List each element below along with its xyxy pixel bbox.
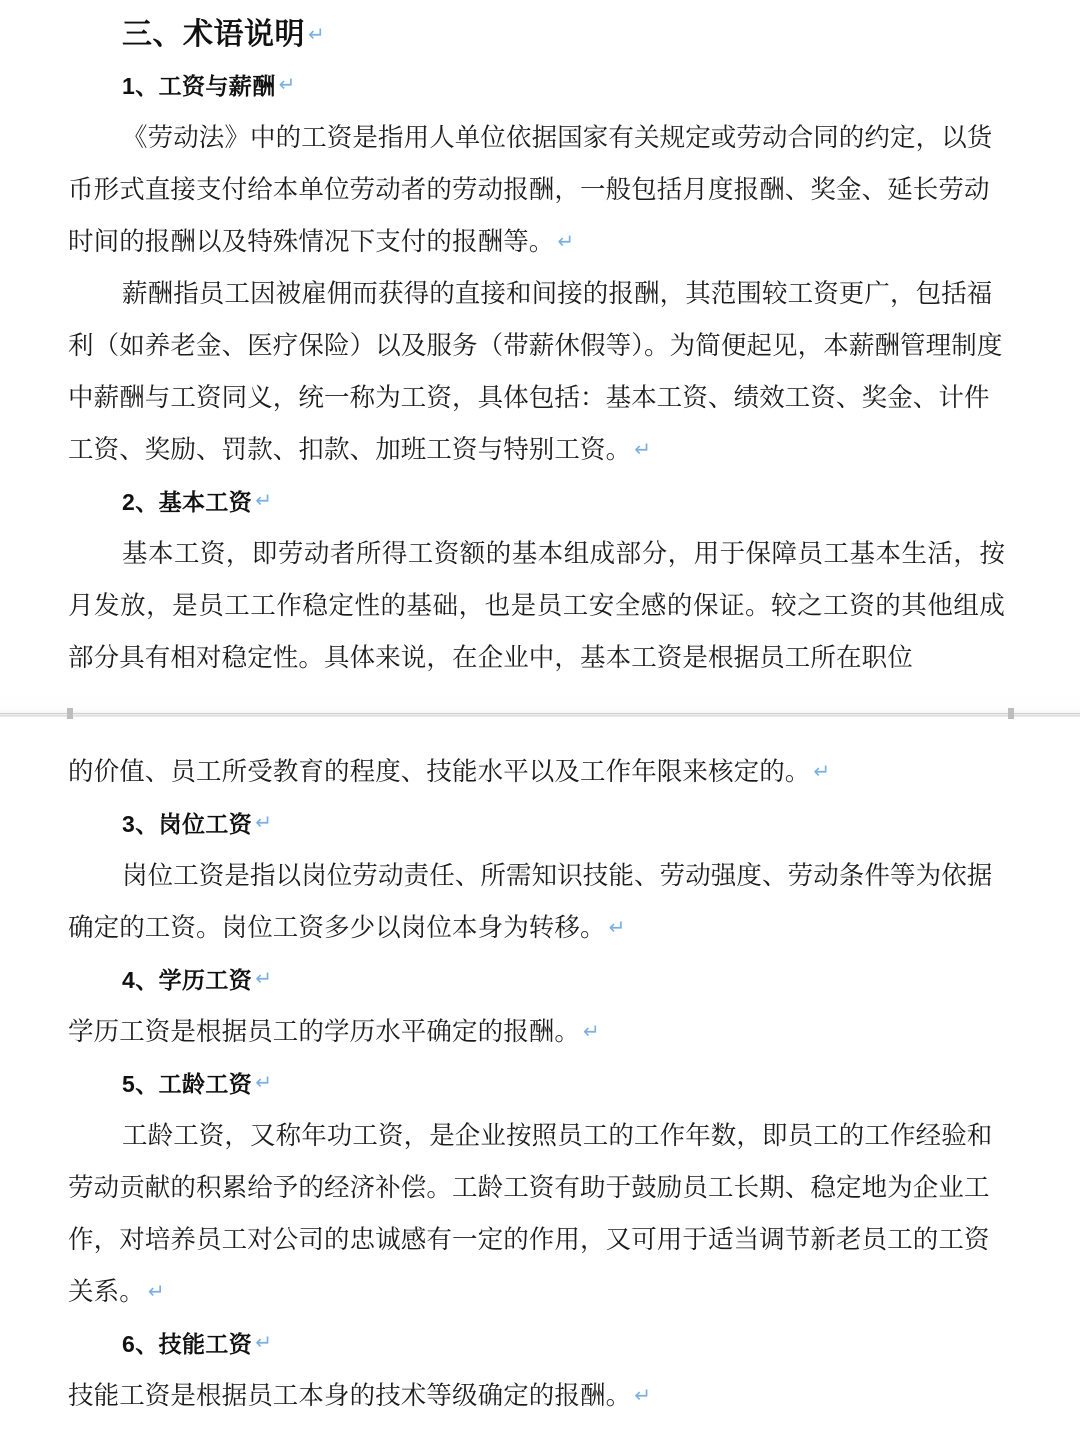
section-heading-6	[68, 1318, 1005, 1370]
return-mark-icon: ↵	[583, 1019, 600, 1043]
page-surface-2	[0, 724, 1080, 1432]
section-heading-5-text: 5、工龄工资	[122, 1071, 253, 1097]
paragraph-4-1	[68, 1006, 1005, 1058]
section-heading-6-text: 6、技能工资	[122, 1331, 253, 1357]
section-heading-5	[68, 1058, 1005, 1110]
return-mark-icon: ↵	[634, 1383, 651, 1407]
paragraph-text: 工龄工资，又称年功工资，是企业按照员工的工作年数，即员工的工作经验和劳动贡献的积累给予的经济补偿。工龄工资有助于鼓励员工长期、稳定地为企业工作，对培养员工对公司的忠诚感有一定的作用，又可用于适当调节新老员工的工资关系。	[68, 1121, 993, 1306]
paragraph-text: 《劳动法》中的工资是指用人单位依据国家有关规定或劳动合同的约定，以货币形式直接支付给本单位劳动者的劳动报酬，一般包括月度报酬、奖金、延长劳动时间的报酬以及特殊情况下支付的报酬等。	[68, 123, 993, 256]
return-mark-icon: ↵	[308, 22, 325, 46]
section-heading-4	[68, 954, 1005, 1006]
return-mark-icon: ↵	[634, 437, 651, 461]
paragraph-text: 学历工资是根据员工的学历水平确定的报酬。	[68, 1017, 581, 1046]
page-title-text: 三、术语说明	[122, 18, 305, 51]
section-heading-2-text: 2、基本工资	[122, 489, 253, 515]
return-mark-icon: ↵	[608, 915, 626, 939]
return-mark-icon: ↵	[813, 759, 831, 783]
paragraph-5-1	[68, 1110, 1005, 1318]
page-break-rule	[0, 713, 1080, 714]
return-mark-icon: ↵	[255, 1070, 272, 1094]
page-title	[68, 8, 1005, 60]
paragraph-1-1	[68, 112, 1005, 268]
section-heading-1	[68, 60, 1005, 112]
page-break-separator	[0, 692, 1080, 724]
margin-marker-right-icon	[1008, 708, 1014, 719]
paragraph-6-1	[68, 1370, 1005, 1422]
section-heading-2	[68, 476, 1005, 528]
paragraph-text: 基本工资，即劳动者所得工资额的基本组成部分，用于保障员工基本生活，按月发放，是员工工作稳定性的基础，也是员工安全感的保证。较之工资的其他组成部分具有相对稳定性。具体来说，在企业中，基本工资是根据员工所在职位	[68, 539, 1005, 672]
paragraph-text: 薪酬指员工因被雇佣而获得的直接和间接的报酬，其范围较工资更广，包括福利（如养老金、医疗保险）以及服务（带薪休假等）。为简便起见，本薪酬管理制度中薪酬与工资同义，统一称为工资，具体包括：基本工资、绩效工资、奖金、计件工资、奖励、罚款、扣款、加班工资与特别工资。	[68, 279, 1003, 464]
section-heading-4-text: 4、学历工资	[122, 967, 253, 993]
paragraph-text: 技能工资是根据员工本身的技术等级确定的报酬。	[68, 1381, 632, 1410]
return-mark-icon: ↵	[255, 488, 272, 512]
paragraph-3-1	[68, 850, 1005, 954]
page-surface-1	[0, 0, 1080, 692]
return-mark-icon: ↵	[557, 229, 575, 253]
paragraph-2-1	[68, 528, 1005, 684]
paragraph-text: 岗位工资是指以岗位劳动责任、所需知识技能、劳动强度、劳动条件等为依据确定的工资。岗位工资多少以岗位本身为转移。	[68, 861, 993, 942]
return-mark-icon: ↵	[255, 810, 272, 834]
return-mark-icon: ↵	[147, 1279, 165, 1303]
return-mark-icon: ↵	[278, 72, 296, 96]
return-mark-icon: ↵	[255, 966, 272, 990]
section-heading-1-text: 1、工资与薪酬	[122, 73, 276, 99]
section-heading-3-text: 3、岗位工资	[122, 811, 253, 837]
paragraph-2-1-continued	[68, 746, 1005, 798]
paragraph-text: 的价值、员工所受教育的程度、技能水平以及工作年限来核定的。	[68, 757, 811, 786]
section-heading-3	[68, 798, 1005, 850]
paragraph-1-2	[68, 268, 1005, 476]
return-mark-icon: ↵	[255, 1330, 272, 1354]
margin-marker-left-icon	[67, 708, 73, 719]
